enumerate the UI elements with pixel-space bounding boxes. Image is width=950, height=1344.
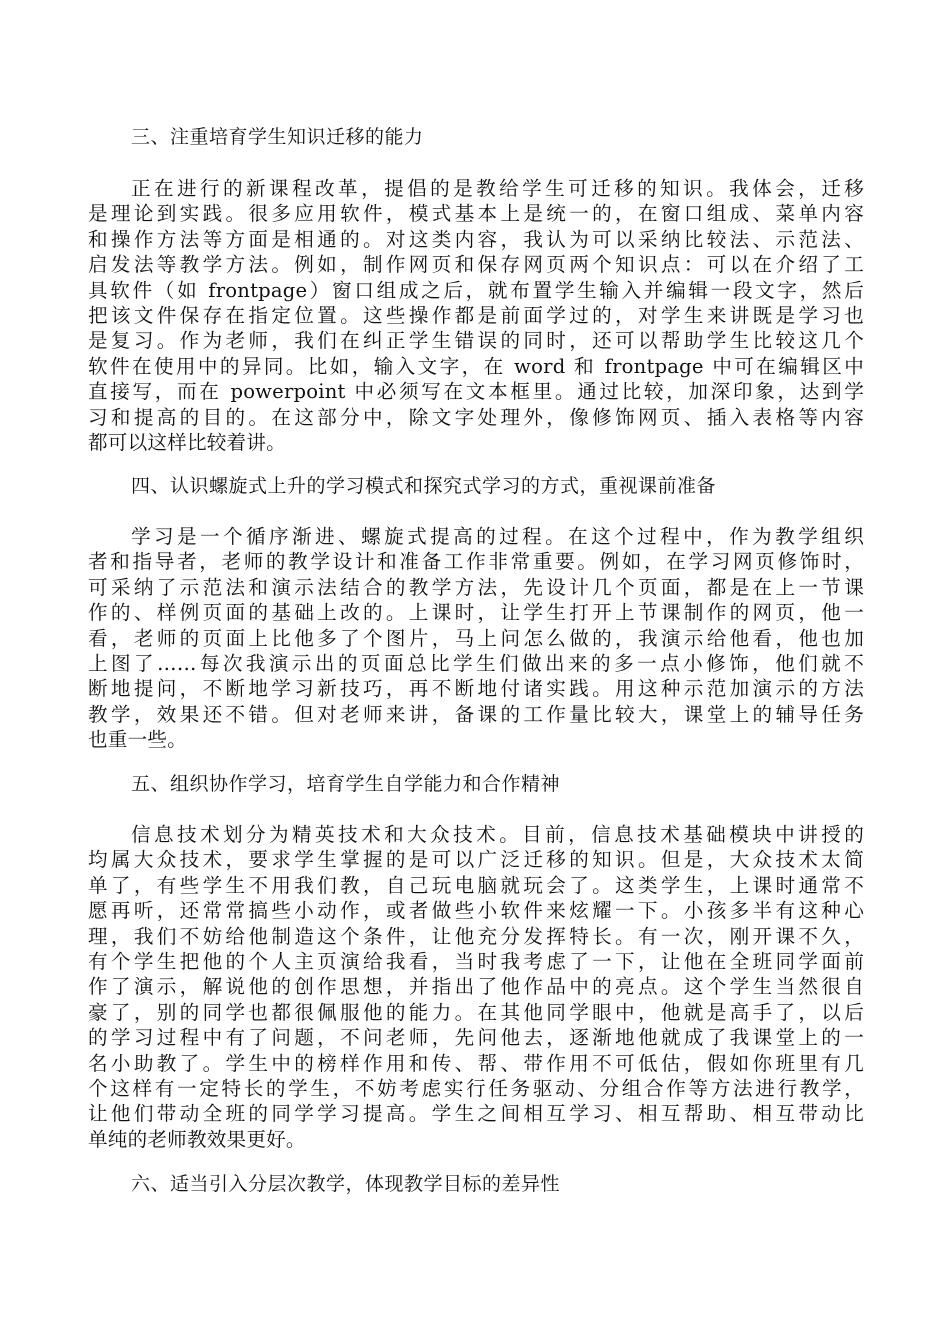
paragraph-line: 名小助教了。学生中的榜样作用和传、帮、带作用不可低估，假如你班里有几 bbox=[88, 1051, 864, 1075]
paragraph-line: 看，老师的页面上比他多了个图片，马上问怎么做的，我演示给他看，他也加 bbox=[88, 626, 864, 650]
paragraph-line: 教学，效果还不错。但对老师来讲，备课的工作量比较大，课堂上的辅导任务 bbox=[88, 702, 864, 726]
paragraph-line: 均属大众技术，要求学生掌握的是可以广泛迁移的知识。但是，大众技术太简 bbox=[88, 848, 864, 872]
section-heading-5: 五、组织协作学习，培育学生自学能力和合作精神 bbox=[131, 773, 561, 795]
paragraph-line: 让他们带动全班的同学学习提高。学生之间相互学习、相互帮助、相互带动比 bbox=[88, 1102, 864, 1126]
paragraph-line: 学习是一个循序渐进、螺旋式提高的过程。在这个过程中，作为教学组织 bbox=[131, 525, 864, 548]
paragraph-line: 作的、样例页面的基础上改的。上课时，让学生打开上节课制作的网页，他一 bbox=[88, 601, 864, 625]
paragraph-line: 豪了，别的同学也都很佩服他的能力。在其他同学眼中，他就是高手了，以后 bbox=[88, 1000, 864, 1024]
section-paragraph-4 bbox=[88, 524, 864, 753]
paragraph-line: 单纯的老师教效果更好。 bbox=[88, 1127, 306, 1151]
paragraph-line: 和操作方法等方面是相通的。对这类内容，我认为可以采纳比较法、示范法、 bbox=[88, 227, 864, 251]
paragraph-line: 启发法等教学方法。例如，制作网页和保存网页两个知识点：可以在介绍了工 bbox=[88, 253, 864, 277]
section-paragraph-5 bbox=[88, 822, 864, 1152]
paragraph-line: 直接写，而在 powerpoint 中必须写在文本框里。通过比较，加深印象，达到学 bbox=[88, 380, 864, 404]
paragraph-line: 软件在使用中的异同。比如，输入文字，在 word 和 frontpage 中可在编辑区中 bbox=[88, 354, 864, 378]
paragraph-line: 断地提问，不断地学习新技巧，再不断地付诸实践。用这种示范加演示的方法 bbox=[88, 677, 864, 701]
paragraph-line: 把该文件保存在指定位置。这些操作都是前面学过的，对学生来讲既是学习也 bbox=[88, 303, 864, 327]
paragraph-line: 信息技术划分为精英技术和大众技术。目前，信息技术基础模块中讲授的 bbox=[131, 823, 864, 846]
paragraph-line: 都可以这样比较着讲。 bbox=[88, 430, 286, 454]
section-heading-4: 四、认识螺旋式上升的学习模式和探究式学习的方式，重视课前准备 bbox=[131, 475, 717, 497]
section-paragraph-3 bbox=[88, 176, 864, 455]
paragraph-line: 是理论到实践。很多应用软件，模式基本上是统一的，在窗口组成、菜单内容 bbox=[88, 202, 864, 226]
paragraph-line: 正在进行的新课程改革，提倡的是教给学生可迁移的知识。我体会，迁移 bbox=[131, 177, 864, 200]
paragraph-line: 也重一些。 bbox=[88, 728, 187, 752]
paragraph-line: 者和指导者，老师的教学设计和准备工作非常重要。例如，在学习网页修饰时， bbox=[88, 550, 864, 574]
section-heading-3: 三、注重培育学生知识迁移的能力 bbox=[131, 126, 424, 148]
paragraph-line: 有个学生把他的个人主页演给我看，当时我考虑了一下，让他在全班同学面前 bbox=[88, 949, 864, 973]
paragraph-line: 可采纳了示范法和演示法结合的教学方法，先设计几个页面，都是在上一节课 bbox=[88, 575, 864, 599]
paragraph-line: 愿再听，还常常搞些小动作，或者做些小软件来炫耀一下。小孩多半有这种心 bbox=[88, 899, 864, 923]
paragraph-line: 上图了……每次我演示出的页面总比学生们做出来的多一点小修饰，他们就不 bbox=[88, 651, 864, 675]
paragraph-line: 理，我们不妨给他制造这个条件，让他充分发挥特长。有一次，刚开课不久， bbox=[88, 924, 864, 948]
section-heading-6: 六、适当引入分层次教学，体现教学目标的差异性 bbox=[131, 1173, 561, 1195]
paragraph-line: 作了演示，解说他的创作思想，并指出了他作品中的亮点。这个学生当然很自 bbox=[88, 975, 864, 999]
paragraph-line: 习和提高的目的。在这部分中，除文字处理外，像修饰网页、插入表格等内容 bbox=[88, 405, 864, 429]
paragraph-line: 单了，有些学生不用我们教，自己玩电脑就玩会了。这类学生，上课时通常不 bbox=[88, 873, 864, 897]
paragraph-line: 是复习。作为老师，我们在纠正学生错误的同时，还可以帮助学生比较这几个 bbox=[88, 329, 864, 353]
paragraph-line: 个这样有一定特长的学生，不妨考虑实行任务驱动、分组合作等方法进行教学， bbox=[88, 1076, 864, 1100]
paragraph-line: 的学习过程中有了问题，不问老师，先问他去，逐渐地他就成了我课堂上的一 bbox=[88, 1026, 864, 1050]
paragraph-line: 具软件（如 frontpage）窗口组成之后，就布置学生输入并编辑一段文字，然后 bbox=[88, 278, 864, 302]
